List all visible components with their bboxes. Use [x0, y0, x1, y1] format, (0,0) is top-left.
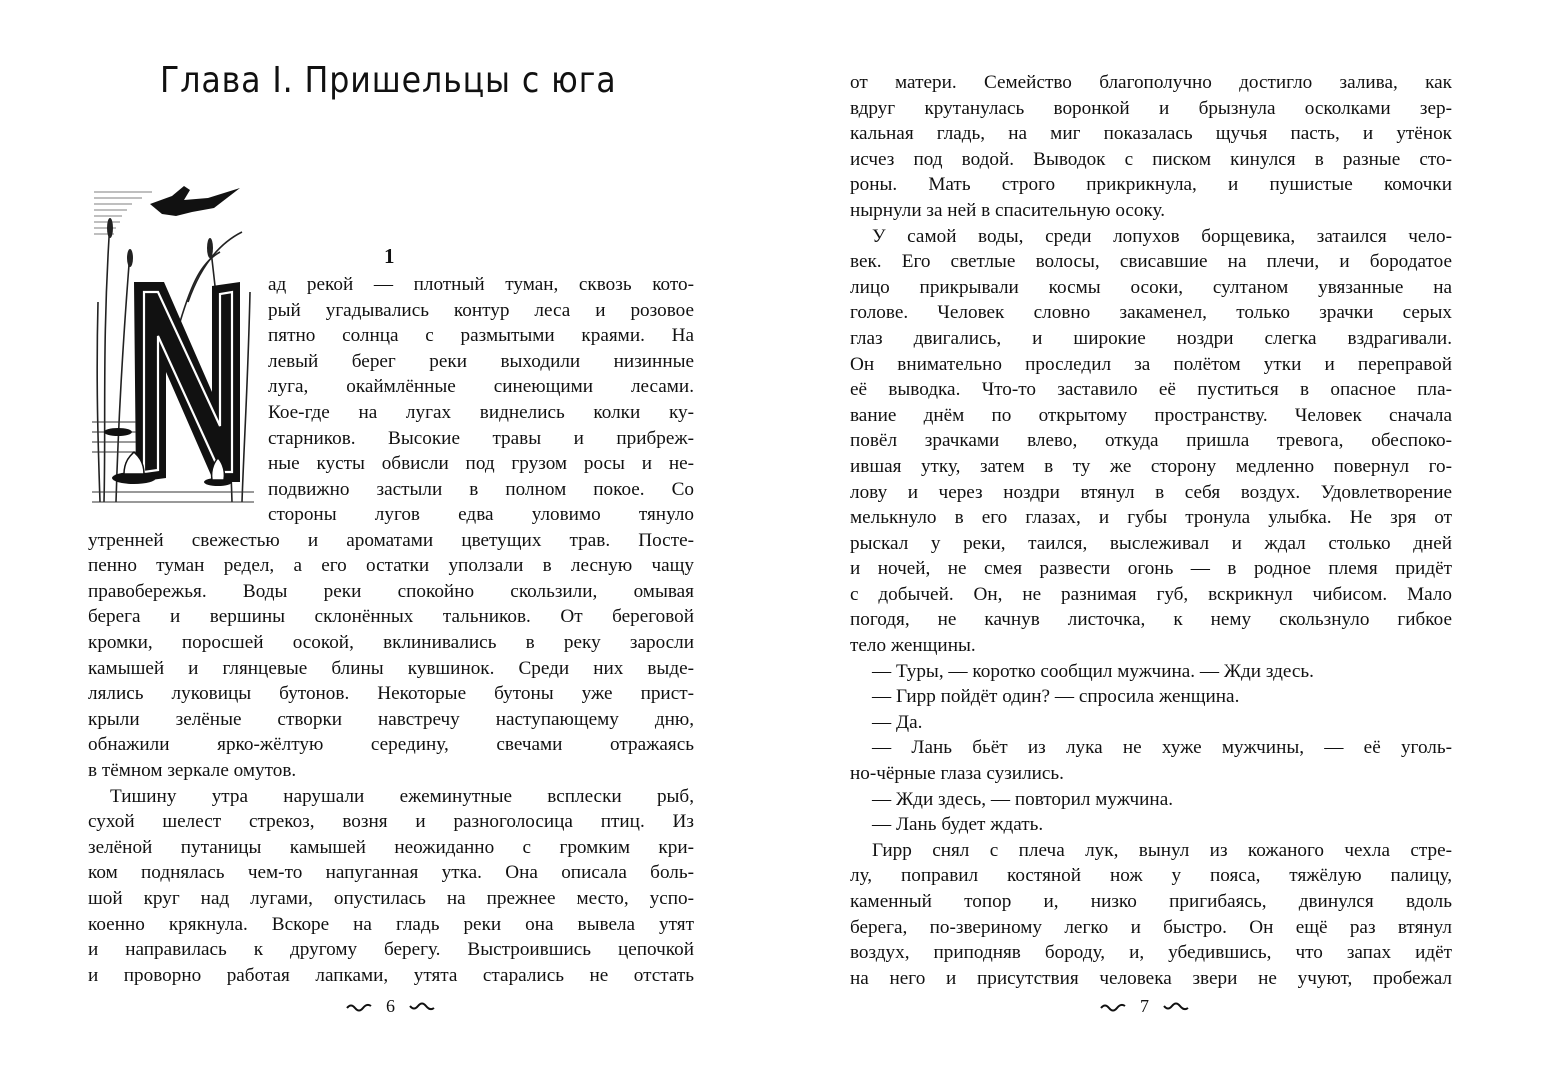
- text-line: крыли зелёные створки навстречу наступающему дню,: [88, 708, 694, 730]
- text-line: кромки, поросшей осокой, вклинивались в реку заросли: [88, 631, 694, 653]
- text-line: берега, по-звериному легко и быстро. Он ещё раз втянул: [850, 916, 1452, 938]
- dialogue-line: но-чёрные глаза сузились.: [850, 763, 1064, 785]
- folio-ornament-icon: [1100, 1002, 1126, 1012]
- text-line: тело женщины.: [850, 635, 976, 657]
- text-line: пятно солнца с размытыми краями. На: [268, 325, 694, 347]
- text-line: в тёмном зеркале омутов.: [88, 759, 297, 781]
- text-line: вдруг крутанулась воронкой и брызнула осколками зер-: [850, 97, 1452, 119]
- text-line: лицо прикрывали космы осоки, султаном увязанные на: [850, 276, 1452, 298]
- text-line: утренней свежестью и ароматами цветущих трав. Посте-: [88, 529, 694, 551]
- text-line: и проворно работая лапками, утята старались не отстать: [88, 964, 694, 986]
- text-line: ад рекой — плотный туман, сквозь кото-: [268, 274, 694, 295]
- page-number: 6: [386, 996, 395, 1016]
- text-line: с добычей. Он, не разнимая губ, вскрикнул чибисом. Мало: [850, 583, 1452, 605]
- text-line: стороны лугов едва уловимо тянуло: [268, 504, 694, 525]
- page-number: 7: [1140, 996, 1149, 1016]
- left-page-full-column: [88, 502, 694, 988]
- text-line: на него и присутствия человека звери не учуют, пробежал: [850, 967, 1452, 989]
- text-line: каменный топор и, низко пригибаясь, двинулся вдоль: [850, 891, 1452, 912]
- text-line: нырнули за ней в спасительную осоку.: [850, 199, 1166, 221]
- text-line: и ночей, не смея развести огонь — в родное племя придёт: [850, 558, 1452, 580]
- text-line: ком поднялась чем-то напуганная утка. Она описала боль-: [88, 862, 694, 884]
- page-number-right: [1100, 996, 1189, 1017]
- section-number: 1: [384, 244, 395, 268]
- text-line: зелёной путаницы камышей неожиданно с громким кри-: [88, 836, 694, 858]
- text-line: лялись луковицы бутонов. Некоторые бутоны уже прист-: [88, 683, 694, 705]
- folio-ornament-icon: [346, 1002, 372, 1012]
- dialogue-line: — Лань будет ждать.: [872, 814, 1044, 836]
- left-page-narrow-column: [268, 272, 694, 502]
- text-line: погодя, не качнув листочка, к нему скользнуло гибкое: [850, 609, 1452, 631]
- text-line: подвижно застыли в полном покое. Со: [268, 478, 694, 500]
- text-line: рый угадывались контур леса и розовое: [268, 299, 694, 321]
- text-line: голове. Человек словно закаменел, только зрачки серых: [850, 302, 1452, 324]
- text-line: правобережья. Воды реки спокойно скользили, омывая: [88, 580, 694, 602]
- drop-cap-n-illustration: [92, 182, 254, 512]
- text-line: век. Его светлые волосы, свисавшие на плечи, и бородатое: [850, 251, 1452, 273]
- text-line: её выводка. Что-то заставило её пуститься в опасное пла-: [850, 379, 1452, 401]
- text-line: исчез под водой. Выводок с писком кинулся в разные сто-: [850, 148, 1452, 170]
- text-line: Кое-где на лугах виднелись колки ку-: [268, 401, 694, 423]
- text-line: левый берег реки выходили низинные: [268, 350, 694, 372]
- text-line: пенно туман редел, а его остатки уползали в лесную чащу: [88, 555, 694, 577]
- text-line: сухой шелест стрекоз, возня и разноголосица птиц. Из: [88, 811, 694, 833]
- right-page-column: [850, 70, 1452, 991]
- text-line: берега и вершины склонённых тальников. От береговой: [88, 606, 694, 628]
- folio-ornament-icon: [1163, 1002, 1189, 1012]
- text-line: коенно крякнула. Вскоре на гладь реки она вывела утят: [88, 913, 694, 935]
- text-line: обнажили ярко-жёлтую середину, свечами отражаясь: [88, 734, 694, 756]
- text-line: старников. Высокие травы и прибреж-: [268, 427, 694, 449]
- text-line: рыскал у реки, таился, выслеживал и ждал столько дней: [850, 532, 1452, 554]
- text-line: камышей и глянцевые блины кувшинок. Среди них выде-: [88, 657, 694, 679]
- text-line: повёл зрачками влево, откуда пришла тревога, обеспоко-: [850, 430, 1452, 452]
- text-line: ные кусты обвисли под грузом росы и не-: [268, 453, 694, 475]
- text-line: воздух, приподняв бороду, и, убедившись, что запах идёт: [850, 942, 1452, 964]
- text-line: лову и через ноздри втянул в себя воздух. Удовлетворение: [850, 481, 1452, 503]
- text-line: Гирр снял с плеча лук, вынул из кожаного чехла стре-: [872, 839, 1452, 861]
- text-line: кальная гладь, на миг показалась щучья пасть, и утёнок: [850, 123, 1452, 145]
- text-line: от матери. Семейство благополучно достигло залива, как: [850, 72, 1452, 93]
- text-line: и направилась к другому берегу. Выстроившись цепочкой: [88, 939, 694, 961]
- text-line: Он внимательно проследил за полётом утки и переправой: [850, 353, 1452, 375]
- text-line: луга, окаймлённые синеющими лесами.: [268, 376, 694, 398]
- text-line: глаз двигались, и широкие ноздри слегка вздрагивали.: [850, 327, 1452, 349]
- right-page: [771, 0, 1542, 1080]
- dialogue-line: — Да.: [872, 711, 923, 733]
- page-number-left: [346, 996, 435, 1017]
- dialogue-line: — Туры, — коротко сообщил мужчина. — Жди здесь.: [872, 660, 1314, 682]
- text-line: Тишину утра нарушали ежеминутные всплески рыб,: [110, 785, 694, 807]
- text-line: лу, поправил костяной нож у пояса, тяжёлую палицу,: [850, 865, 1452, 887]
- text-line: ившая утку, затем в ту же сторону медленно повернул го-: [850, 455, 1452, 477]
- chapter-title: Глава I. Пришельцы с юга: [160, 60, 617, 101]
- text-line: мелькнуло в его глазах, и губы тронула улыбка. Не зря от: [850, 507, 1452, 529]
- dialogue-line: — Гирр пойдёт один? — спросила женщина.: [872, 686, 1240, 708]
- dialogue-line: — Жди здесь, — повторил мужчина.: [872, 788, 1174, 810]
- dialogue-line: — Лань бьёт из лука не хуже мужчины, — её уголь-: [872, 737, 1452, 759]
- text-line: шой круг над лугами, опустилась на прежнее место, успо-: [88, 887, 694, 909]
- text-line: У самой воды, среди лопухов борщевика, затаился чело-: [872, 225, 1452, 247]
- text-line: вание днём по открытому пространству. Человек сначала: [850, 404, 1452, 426]
- text-line: роны. Мать строго прикрикнула, и пушистые комочки: [850, 174, 1452, 196]
- folio-ornament-icon: [409, 1002, 435, 1012]
